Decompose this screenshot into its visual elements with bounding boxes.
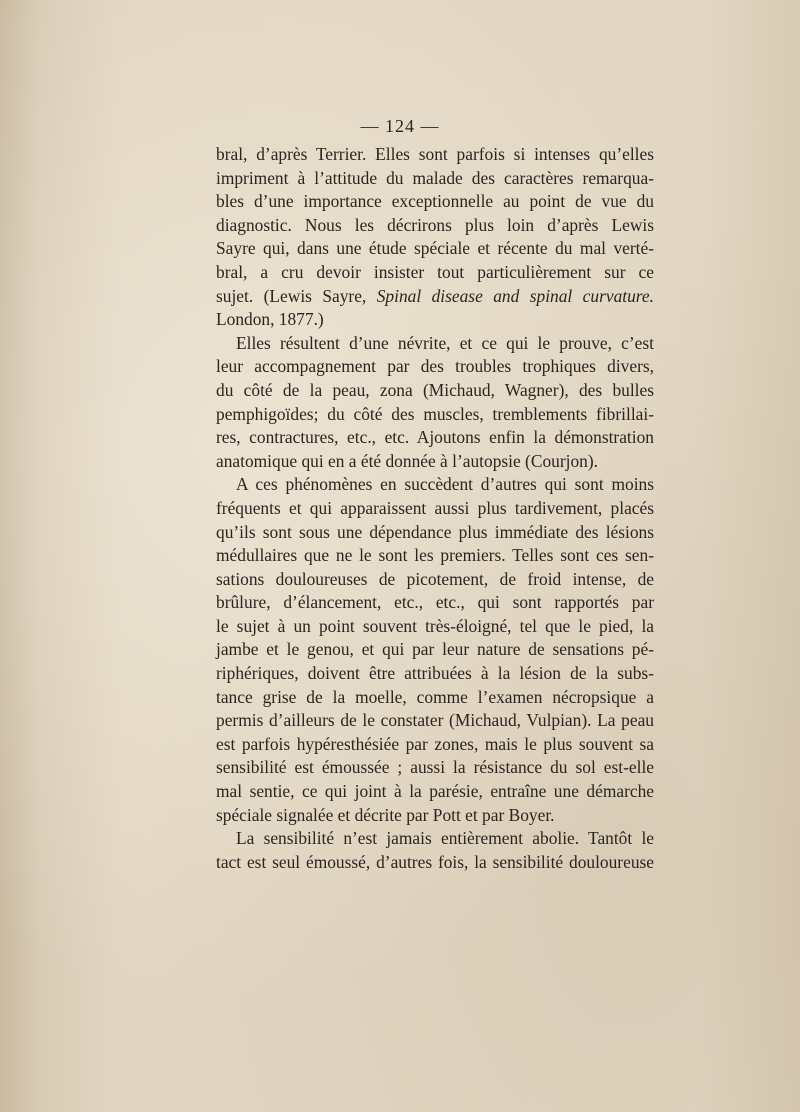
text-line: le sujet à un point souvent très-éloigné, tel que le pied, la [216, 615, 654, 636]
text-line: London, 1877.) [216, 309, 324, 330]
text-line: brûlure, d’élancement, etc., etc., qui sont rapportés par [216, 592, 654, 613]
text-line: du côté de la peau, zona (Michaud, Wagner), des bulles [216, 379, 654, 400]
page-number: — 124 — [360, 116, 440, 136]
text-segment: sujet. (Lewis Sayre, [216, 285, 377, 306]
body-text [216, 143, 654, 874]
text-line: fréquents et qui apparaissent aussi plus tardivement, placés [216, 497, 654, 518]
text-line: anatomique qui en a été donnée à l’autopsie (Courjon). [216, 450, 598, 471]
text-line: sensibilité est émoussée ; aussi la résistance du sol est-elle [216, 757, 654, 778]
text-line: permis d’ailleurs de le constater (Michaud, Vulpian). La peau [216, 710, 654, 731]
italic-book-title: Spinal disease and spinal curvature. [376, 285, 654, 306]
text-line: tact est seul émoussé, d’autres fois, la sensibilité douloureuse [216, 851, 654, 872]
text-line: bles d’une importance exceptionnelle au point de vue du [216, 191, 654, 212]
text-line: tance grise de la moelle, comme l’examen nécropsique a [216, 686, 654, 707]
text-line: qu’ils sont sous une dépendance plus immédiate des lésions [216, 521, 654, 542]
text-line: spéciale signalée et décrite par Pott et par Boyer. [216, 804, 555, 825]
paragraph-start-line: La sensibilité n’est jamais entièrement abolie. Tantôt le [236, 828, 654, 849]
text-line-with-citation [216, 285, 654, 309]
text-line: sations douloureuses de picotement, de froid intense, de [216, 568, 654, 589]
paragraph-start-line: Elles résultent d’une névrite, et ce qui le prouve, c’est [236, 332, 654, 353]
text-line: médullaires que ne le sont les premiers. Telles sont ces sen- [216, 545, 654, 566]
text-line: bral, a cru devoir insister tout particulièrement sur ce [216, 261, 654, 282]
text-line: mal sentie, ce qui joint à la parésie, entraîne une démarche [216, 781, 654, 802]
text-line: diagnostic. Nous les décrirons plus loin d’après Lewis [216, 214, 654, 235]
text-line: bral, d’après Terrier. Elles sont parfois si intenses qu’elles [216, 144, 654, 164]
text-line: riphériques, doivent être attribuées à la lésion de la subs- [216, 663, 654, 684]
text-line: jambe et le genou, et qui par leur nature de sensations pé- [216, 639, 654, 660]
text-line: res, contractures, etc., etc. Ajoutons enfin la démonstration [216, 427, 654, 448]
paragraph-start-line: A ces phénomènes en succèdent d’autres qui sont moins [236, 474, 654, 495]
text-line: Sayre qui, dans une étude spéciale et récente du mal verté- [216, 238, 654, 259]
text-line: pemphigoïdes; du côté des muscles, tremblements fibrillai- [216, 403, 654, 424]
text-line: est parfois hypéresthésiée par zones, mais le plus souvent sa [216, 733, 654, 754]
text-line: leur accompagnement par des troubles trophiques divers, [216, 356, 654, 377]
text-line: impriment à l’attitude du malade des caractères remarqua- [216, 167, 654, 188]
